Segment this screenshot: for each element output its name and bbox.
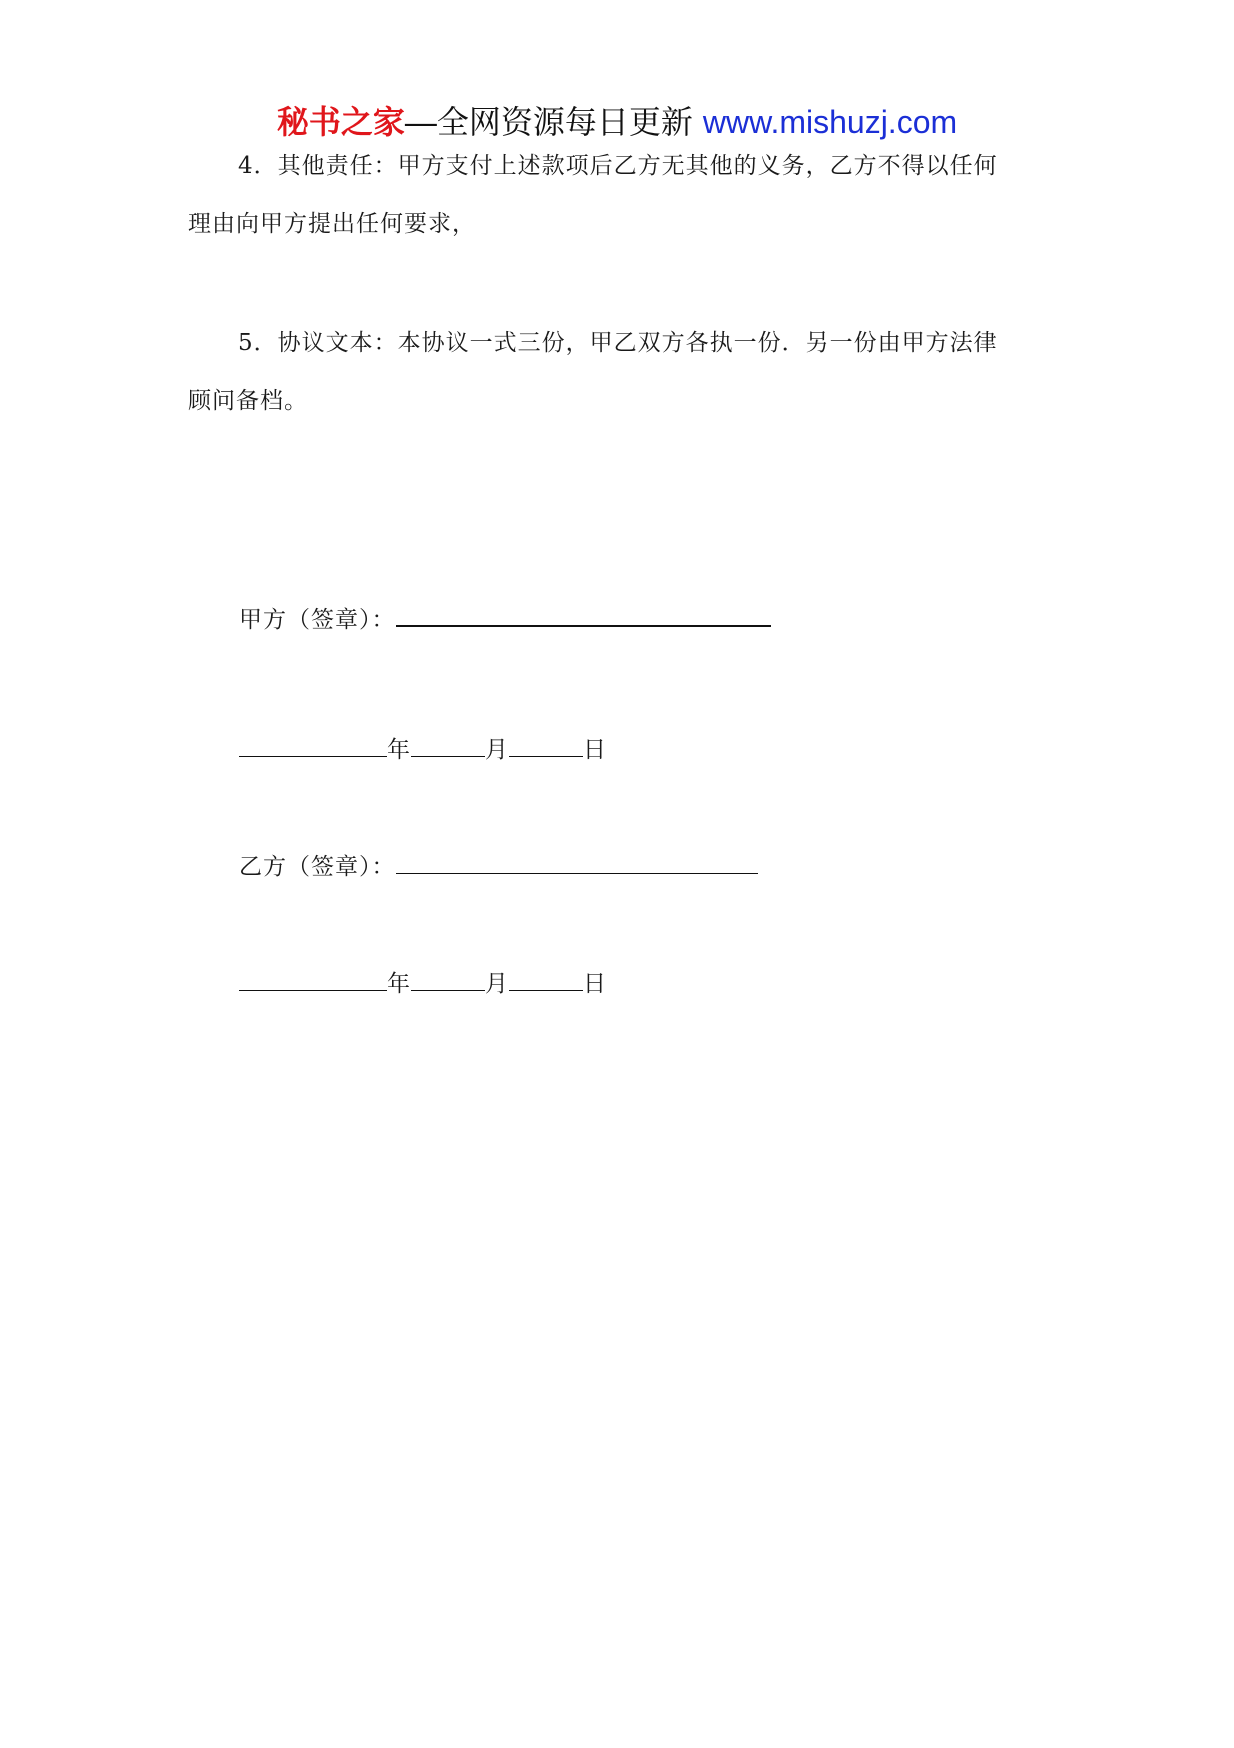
day-label: 日 [583,737,607,763]
clause-4-line-2: 理由向甲方提出任何要求， [188,211,476,237]
clause-4-line-1: 4．其他责任：甲方支付上述款项后乙方无其他的义务，乙方不得以任何 [238,153,998,179]
year-label: 年 [387,737,411,763]
clause-5-line-1: 5．协议文本：本协议一式三份，甲乙双方各执一份．另一份由甲方法律 [238,330,998,356]
party-b-year-blank[interactable] [239,966,387,991]
party-b-label: 乙方（签章）： [239,854,396,880]
party-a-day-blank[interactable] [509,732,583,757]
party-a-year-blank[interactable] [239,732,387,757]
party-a-label: 甲方（签章）： [239,607,396,633]
party-a-date-row [239,730,607,770]
clause-5 [188,314,1028,430]
year-label: 年 [387,971,411,997]
party-b-signature-line[interactable] [396,849,758,874]
party-b-month-blank[interactable] [411,966,485,991]
month-label: 月 [485,737,509,763]
party-a-month-blank[interactable] [411,732,485,757]
site-url-link[interactable]: www.mishuzj.com [702,104,958,140]
party-b-date-row [239,964,607,1004]
party-b-day-blank[interactable] [509,966,583,991]
clause-4 [188,137,1028,253]
day-label: 日 [583,971,607,997]
party-a-signature-line[interactable] [396,601,771,627]
brand-name: 秘书之家 [276,104,405,140]
party-a-signature-row [239,600,771,640]
clause-5-line-2: 顾问备档。 [188,388,308,414]
party-b-signature-row [239,847,758,887]
slogan: —全网资源每日更新 [404,104,693,140]
month-label: 月 [485,971,509,997]
